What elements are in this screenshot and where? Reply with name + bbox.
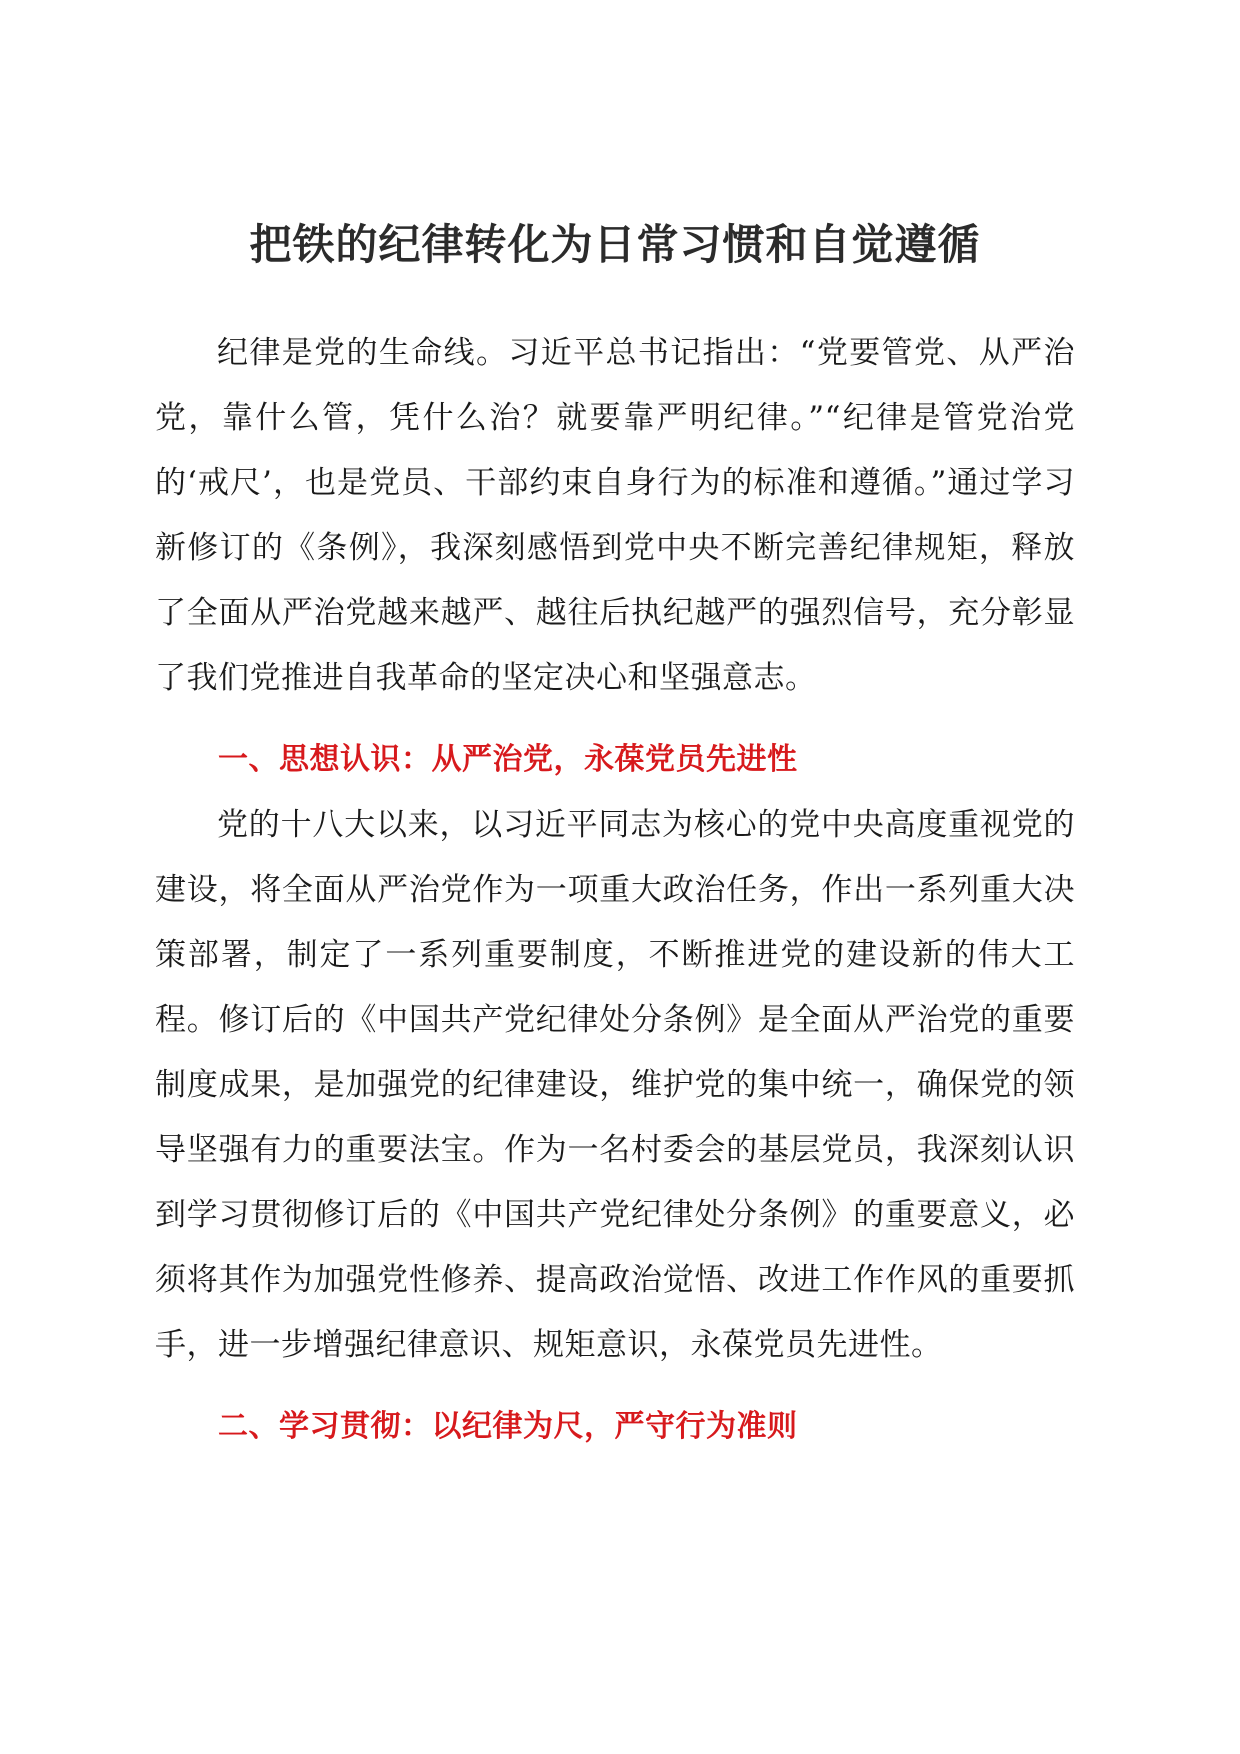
section-heading-1: 一、思想认识：从严治党，永葆党员先进性 xyxy=(218,742,798,777)
section-paragraph-1: 党的十八大以来，以习近平同志为核心的党中央高度重视党的建设，将全面从严治党作为一项重大政治任务，作出一系列重大决策部署，制定了一系列重要制度，不断推进党的建设新的伟大工程。修订后的《中国共产党纪律处分条例》是全面从严治党的重要制度成果，是加强党的纪律建设，维护党的集中统一，确保党的领导坚强有力的重要法宝。作为一名村委会的基层党员，我深刻认识到学习贯彻修订后的《中国共产党纪律处分条例》的重要意义，必须将其作为加强党性修养、提高政治觉悟、改进工作作风的重要抓手，进一步增强纪律意识、规矩意识，永葆党员先进性。 xyxy=(155,807,1075,1363)
intro-paragraph: 纪律是党的生命线。习近平总书记指出：“党要管党、从严治党，靠什么管，凭什么治？就要靠严明纪律。”“纪律是管党治党的‘戒尺’，也是党员、干部约束自身行为的标准和遵循。”通过学习新修订的《条例》，我深刻感悟到党中央不断完善纪律规矩，释放了全面从严治党越来越严、越往后执纪越严的强烈信号，充分彰显了我们党推进自我革命的坚定决心和坚强意志。 xyxy=(155,335,1075,696)
document-title: 把铁的纪律转化为日常习惯和自觉遵循 xyxy=(249,220,981,269)
section-heading-2: 二、学习贯彻：以纪律为尺，严守行为准则 xyxy=(218,1409,798,1444)
document-body xyxy=(155,205,1075,1460)
